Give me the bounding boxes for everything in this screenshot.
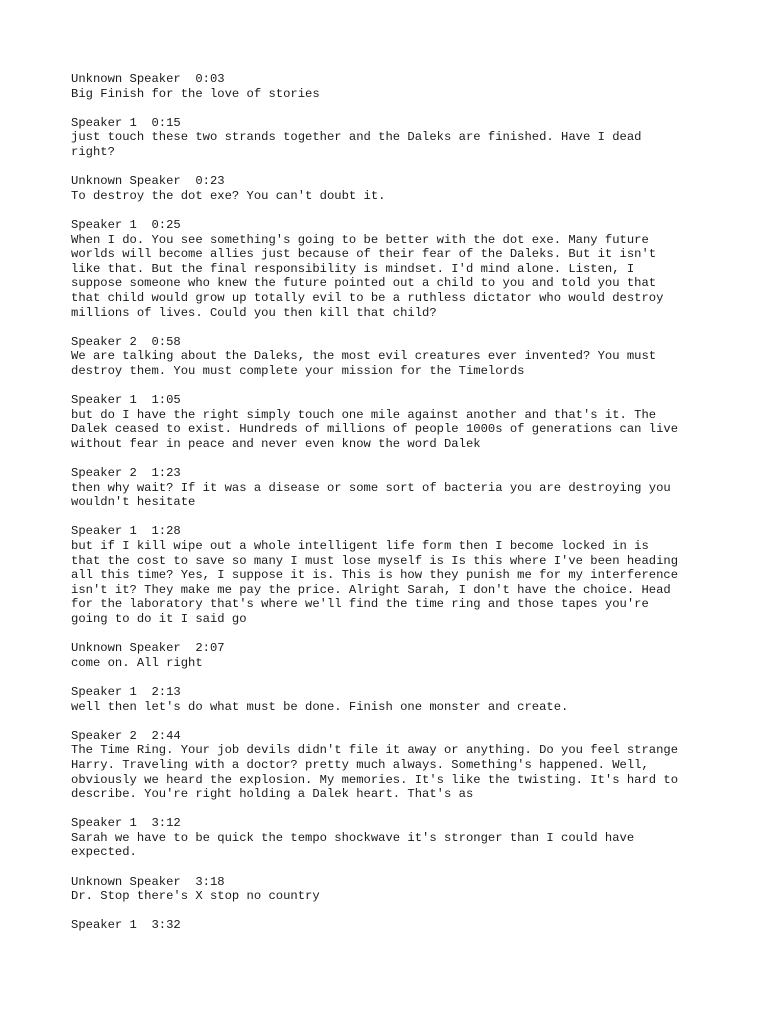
transcript-entry	[71, 393, 711, 451]
timestamp: 3:12	[151, 816, 181, 831]
timestamp: 1:28	[151, 524, 181, 539]
speaker-line	[71, 116, 711, 131]
speaker-line	[71, 72, 711, 87]
transcript-entry	[71, 335, 711, 379]
utterance-text: The Time Ring. Your job devils didn't file it away or anything. Do you feel strange Harry. Traveling with a doctor? pretty much always. Something's happened. Well, obviously we heard the explosion. My memories. It's like the twisting. It's hard to describe. You're right holding a Dalek heart. That's as	[71, 743, 679, 802]
timestamp: 0:58	[151, 334, 181, 349]
transcript-entry	[71, 116, 711, 160]
speaker-line	[71, 641, 711, 656]
transcript	[71, 72, 711, 948]
utterance-text: When I do. You see something's going to be better with the dot exe. Many future worlds will become allies just because of their fear of the Daleks. But it isn't like that. But the final responsibility is mindset. I'd mind alone. Listen, I suppose someone who knew the future pointed out a child to you and told you that that child would grow up totally evil to be a ruthless dictator who would destroy millions of lives. Could you then kill that child?	[71, 232, 664, 320]
transcript-entry	[71, 918, 711, 933]
speaker-name: Speaker 1	[71, 115, 137, 130]
timestamp: 0:03	[195, 72, 225, 86]
speaker-name: Speaker 2	[71, 466, 137, 481]
transcript-entry	[71, 174, 711, 203]
timestamp: 3:32	[151, 918, 181, 933]
transcript-entry	[71, 875, 711, 904]
speaker-name: Unknown Speaker	[71, 72, 181, 86]
timestamp: 0:25	[151, 217, 181, 232]
speaker-line	[71, 875, 711, 890]
transcript-entry	[71, 729, 711, 802]
speaker-name: Speaker 1	[71, 684, 137, 699]
speaker-line	[71, 816, 711, 831]
speaker-line	[71, 524, 711, 539]
speaker-name: Unknown Speaker	[71, 641, 181, 656]
utterance-text: Sarah we have to be quick the tempo shockwave it's stronger than I could have expected.	[71, 830, 635, 860]
timestamp: 2:07	[195, 641, 225, 656]
utterance-text: but do I have the right simply touch one mile against another and that's it. The Dalek ceased to exist. Hundreds of millions of people 1000s of generations can live without fear in peace and never even know the word Dalek	[71, 407, 679, 451]
utterance-text: come on. All right	[71, 655, 203, 670]
timestamp: 3:18	[195, 874, 225, 889]
timestamp: 1:23	[151, 466, 181, 481]
speaker-name: Speaker 2	[71, 728, 137, 743]
speaker-line	[71, 685, 711, 700]
speaker-line	[71, 466, 711, 481]
speaker-line	[71, 393, 711, 408]
utterance-text: Big Finish for the love of stories	[71, 86, 320, 101]
speaker-name: Unknown Speaker	[71, 874, 181, 889]
timestamp: 2:13	[151, 684, 181, 699]
utterance-text: Dr. Stop there's X stop no country	[71, 889, 320, 904]
speaker-name: Speaker 1	[71, 217, 137, 232]
speaker-name: Speaker 2	[71, 334, 137, 349]
utterance-text: well then let's do what must be done. Finish one monster and create.	[71, 699, 569, 714]
speaker-line	[71, 335, 711, 350]
speaker-name: Unknown Speaker	[71, 174, 181, 189]
speaker-line	[71, 729, 711, 744]
speaker-name: Speaker 1	[71, 524, 137, 539]
timestamp: 0:15	[151, 115, 181, 130]
speaker-name: Speaker 1	[71, 918, 137, 933]
utterance-text: then why wait? If it was a disease or some sort of bacteria you are destroying you wouldn't hesitate	[71, 480, 671, 510]
transcript-entry	[71, 466, 711, 510]
transcript-entry	[71, 524, 711, 626]
speaker-line	[71, 918, 711, 933]
utterance-text: To destroy the dot exe? You can't doubt it.	[71, 188, 386, 203]
transcript-entry	[71, 72, 711, 101]
timestamp: 0:23	[195, 174, 225, 189]
speaker-name: Speaker 1	[71, 816, 137, 831]
speaker-name: Speaker 1	[71, 393, 137, 408]
transcript-entry	[71, 685, 711, 714]
speaker-line	[71, 174, 711, 189]
transcript-entry	[71, 641, 711, 670]
speaker-line	[71, 218, 711, 233]
utterance-text: We are talking about the Daleks, the most evil creatures ever invented? You must destroy them. You must complete your mission for the Timelords	[71, 349, 657, 378]
transcript-entry	[71, 218, 711, 320]
timestamp: 2:44	[151, 728, 181, 743]
transcript-entry	[71, 816, 711, 860]
utterance-text: just touch these two strands together and the Daleks are finished. Have I dead right?	[71, 130, 642, 159]
utterance-text: but if I kill wipe out a whole intelligent life form then I become locked in is that the cost to save so many I must lose myself is Is this where I've been heading all this time? Yes, I suppose it is. This is how they punish me for my interference isn't it? They make me pay the price. Alright Sarah, I don't have the choice. Head for the laboratory that's where we'll find the time ring and those tapes you're going to do it I said go	[71, 539, 679, 626]
timestamp: 1:05	[151, 393, 181, 408]
